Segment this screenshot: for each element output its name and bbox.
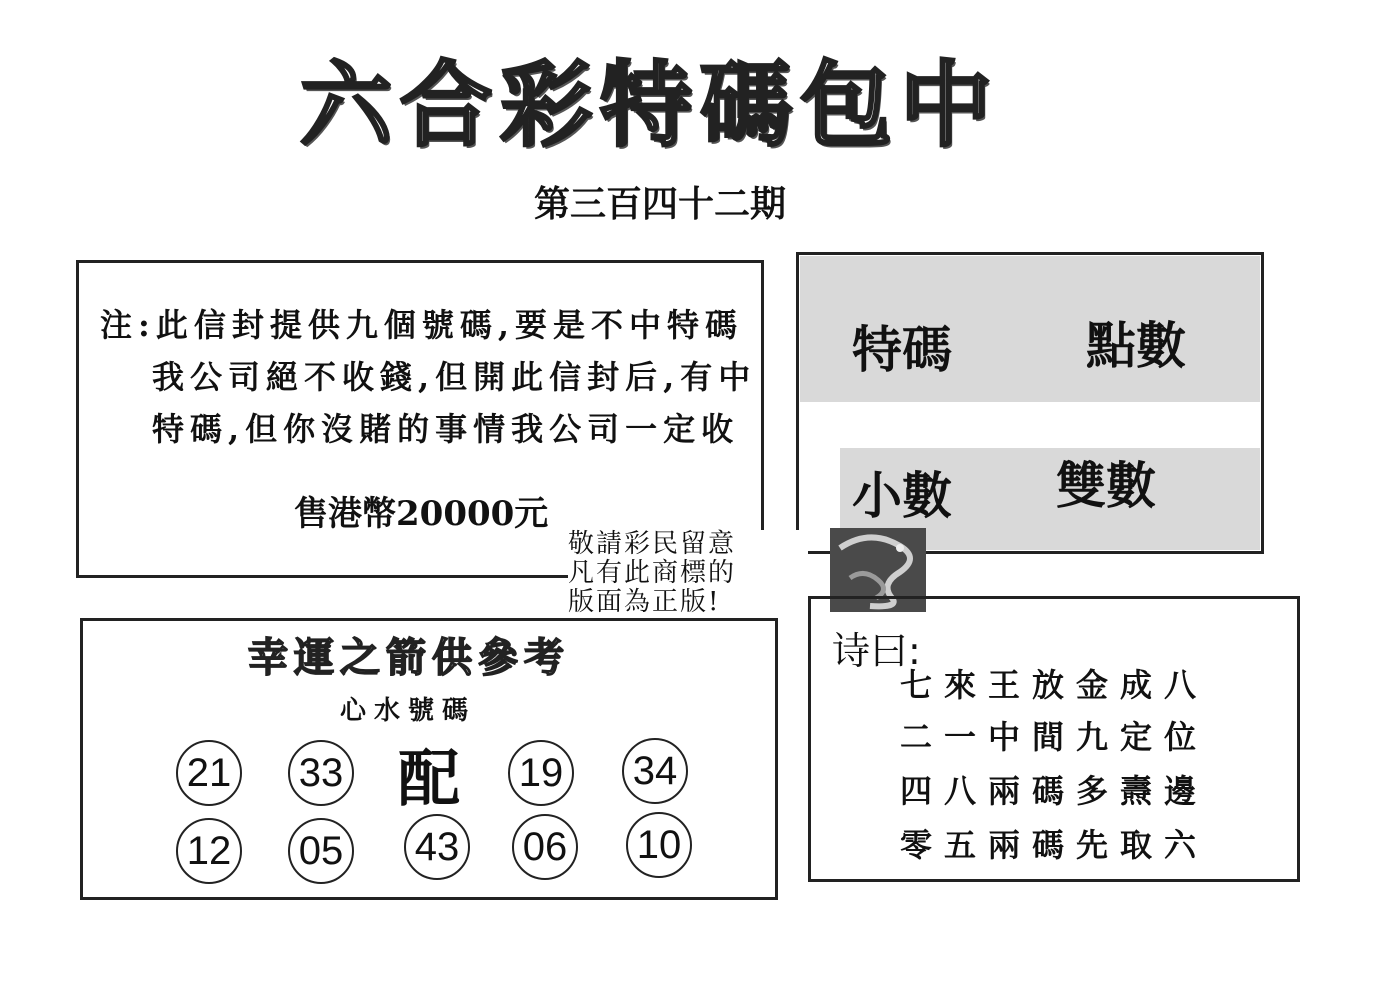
poem-line: 零五兩碼先取六: [900, 826, 1209, 864]
number-ball: 12: [176, 818, 242, 884]
issue-number: 第三百四十二期: [533, 184, 786, 225]
number-ball: 43: [404, 814, 470, 880]
attribute-points: 點數: [1086, 317, 1186, 375]
number-ball: 34: [622, 738, 688, 804]
notice-line: 我公司絕不收錢,但開此信封后,有中: [152, 358, 757, 396]
attribute-small: 小數: [852, 467, 952, 525]
number-ball: 21: [176, 740, 242, 806]
notice-line: 注:此信封提供九個號碼,要是不中特碼: [100, 306, 743, 344]
number-ball: 19: [508, 740, 574, 806]
number-ball: 33: [288, 740, 354, 806]
poem-heading: 诗曰:: [832, 629, 921, 673]
number-ball: 06: [512, 814, 578, 880]
poem-line: 四八兩碼多燾邊: [900, 772, 1209, 810]
page-title: 六合彩特碼包中: [299, 51, 1000, 159]
authenticity-line: 凡有此商標的: [568, 558, 737, 588]
price-text: 售港幣20000元: [294, 494, 549, 534]
attribute-even: 雙數: [1056, 457, 1156, 515]
authenticity-note: [568, 530, 808, 617]
number-ball: 10: [626, 812, 692, 878]
authenticity-line: 敬請彩民留意: [568, 529, 737, 559]
authenticity-line: 版面為正版!: [568, 587, 721, 617]
lucky-subtitle: 心水號碼: [340, 696, 477, 726]
match-label: 配: [398, 742, 461, 815]
poem-line: 七來王放金成八: [900, 666, 1209, 704]
number-ball: 05: [288, 818, 354, 884]
notice-line: 特碼,但你沒賭的事情我公司一定收: [152, 410, 740, 448]
lucky-title: 幸運之箭供參考: [248, 634, 570, 681]
poem-line: 二一中間九定位: [900, 718, 1209, 756]
attribute-special-code: 特碼: [852, 321, 952, 379]
